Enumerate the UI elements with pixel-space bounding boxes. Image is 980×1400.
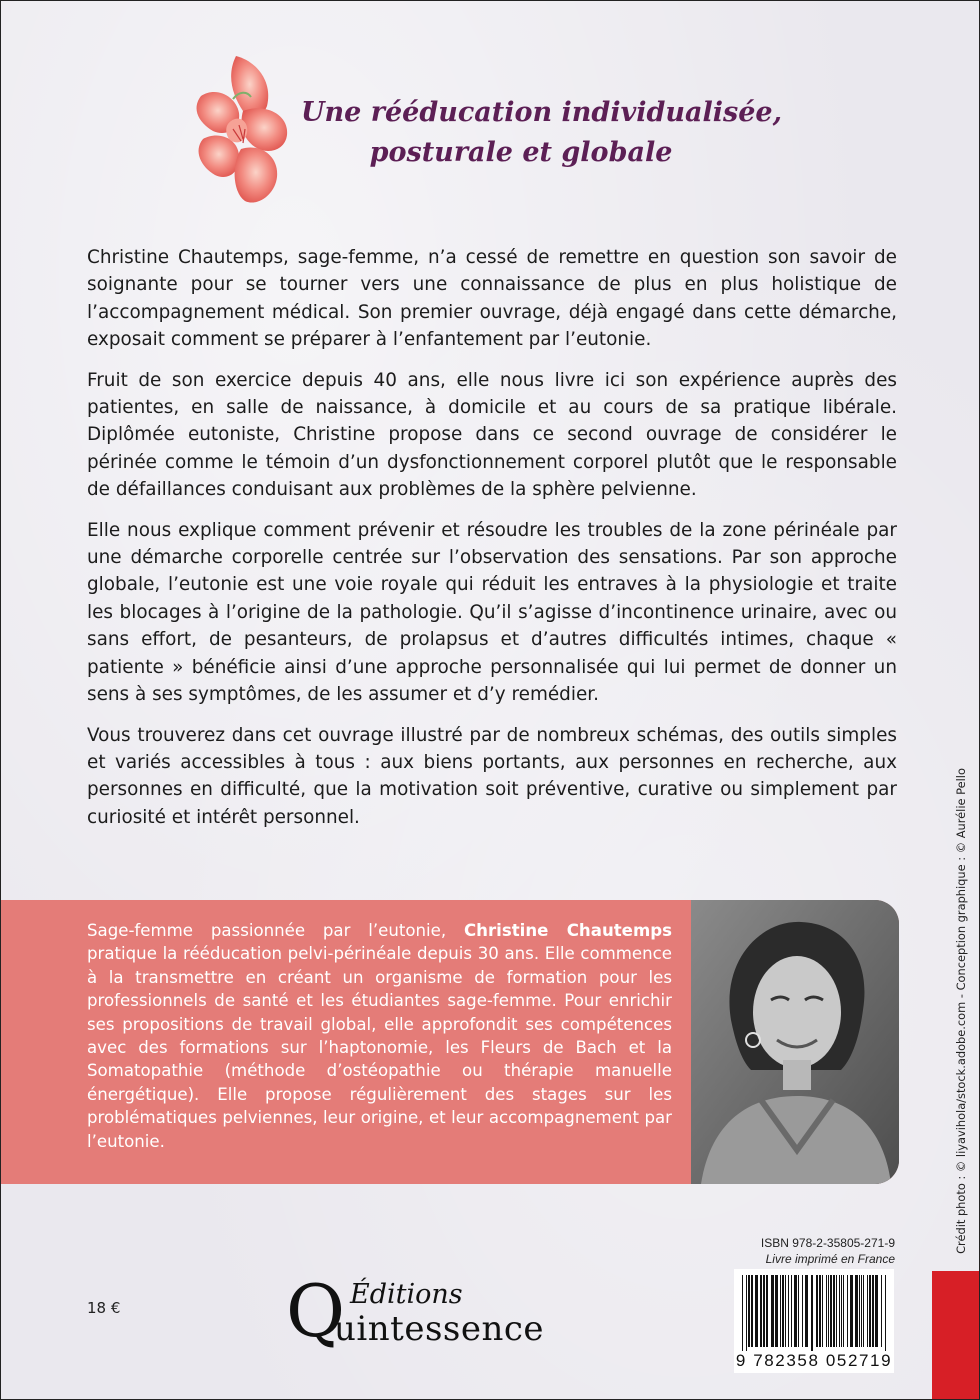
barcode-bar xyxy=(805,1275,808,1347)
barcode-bar xyxy=(847,1275,848,1347)
barcode-bar xyxy=(822,1275,823,1347)
barcode-bar xyxy=(748,1275,750,1347)
publisher-name-line-2: uintessence xyxy=(334,1309,545,1349)
author-portrait xyxy=(691,900,899,1184)
blurb-paragraph: Vous trouverez dans cet ouvrage illustré par de nombreux schémas, des outils simples et variés accessibles à tous : aux biens portants, aux personnes en recherche, aux personnes en difficulté, que la motivation soit préventive, curative ou simplement par curiosité et intérêt personnel. xyxy=(87,724,897,828)
barcode-bar xyxy=(875,1275,878,1347)
barcode-bar xyxy=(885,1275,886,1353)
barcode-bar xyxy=(836,1275,837,1347)
barcode-bar xyxy=(802,1275,803,1347)
barcode-bar xyxy=(816,1275,818,1347)
headline-line-2: posturale et globale xyxy=(369,137,673,168)
blurb-paragraph: Elle nous explique comment prévenir et résoudre les troubles de la zone périnéale par une démarche corporelle centrée sur l’observation des sensations. Par son approche globale, l’eutonie est une voie royale qui réduit les entraves à la physiologie et traite les blocages à l’origine de la pathologie. Qu’il s’agisse d’incontinence urinaire, avec ou sans effort, de pesanteurs, de prolapsus et d’autres difficultés intimes, chaque « patiente » bénéficie ainsi d’une approche personnalisée qui lui permet de donner un sens à ses symptômes, de les assumer et d’y remédier. xyxy=(87,519,897,706)
barcode-bar xyxy=(746,1275,747,1353)
gladiolus-flower-illustration xyxy=(181,51,301,211)
price: 18 € xyxy=(87,1299,121,1317)
barcode-bar xyxy=(794,1275,797,1347)
red-accent-strip xyxy=(932,1271,979,1399)
headline-line-1: Une rééducation individualisée, xyxy=(301,97,782,128)
barcode-bar xyxy=(775,1275,778,1347)
barcode-bar xyxy=(843,1275,844,1347)
barcode-bars xyxy=(734,1269,894,1353)
headline xyxy=(301,93,782,173)
barcode-bar xyxy=(819,1275,821,1347)
barcode-bar xyxy=(766,1275,768,1347)
barcode-bar xyxy=(872,1275,874,1347)
barcode-bar xyxy=(763,1275,765,1347)
barcode-bar xyxy=(863,1275,864,1347)
barcode-bar xyxy=(755,1275,758,1347)
printed-in: Livre imprimé en France xyxy=(765,1252,895,1266)
publisher-logo xyxy=(286,1271,576,1361)
barcode-bar xyxy=(869,1275,871,1347)
barcode-bar xyxy=(867,1275,868,1347)
publisher-name-line-1: Éditions xyxy=(350,1279,463,1310)
barcode-bar xyxy=(833,1275,835,1347)
author-bio-rest: pratique la rééducation pelvi-périnéale depuis 30 ans. Elle commence à la transmettre en créant un organisme de formation pour les professionnels de santé et les étudiantes sage-femme. Pour enrichir ses propositions de travail global, elle approfondit ses compétences avec des formations sur l’haptonomie, les Fleurs de Bach et la Somatopathie (méthode d’ostéopathie ou thérapie manuelle énergétique). Elle propose régulièrement des stages sur les problématiques pelviennes, leur origine, et leur accompagnement par l’eutonie. xyxy=(87,944,672,1151)
barcode-bar xyxy=(859,1275,860,1347)
barcode-bar xyxy=(771,1275,774,1347)
barcode-bar xyxy=(782,1275,784,1347)
barcode-bar xyxy=(841,1275,842,1347)
barcode-bar xyxy=(742,1275,743,1353)
author-bio xyxy=(87,919,672,1153)
barcode-bar xyxy=(788,1275,789,1347)
barcode-bar xyxy=(791,1275,792,1347)
photo-credit xyxy=(951,751,971,1271)
isbn-number: ISBN 978-2-35805-271-9 xyxy=(760,1236,895,1250)
barcode-bar xyxy=(830,1275,832,1347)
barcode-bar xyxy=(798,1275,799,1347)
barcode-bar xyxy=(751,1275,753,1347)
barcode-bar xyxy=(850,1275,853,1347)
barcode-bar xyxy=(839,1275,840,1347)
barcode-digits: 9 782358 052719 xyxy=(735,1351,893,1370)
barcode-bar xyxy=(760,1275,762,1347)
publisher-logo-initial: Q xyxy=(286,1269,346,1353)
blurb-paragraph: Christine Chautemps, sage-femme, n’a cessé de remettre en question son savoir de soignante pour se tourner vers une connaissance de plus en plus holistique de l’accompagnement médical. Son premier ouvrage, déjà engagé dans cette démarche, exposait comment se préparer à l’enfantement par l’eutonie. xyxy=(87,247,897,351)
isbn-block xyxy=(735,1235,895,1267)
barcode-bar xyxy=(826,1275,827,1347)
author-bio-intro: Sage-femme passionnée par l’eutonie, xyxy=(87,921,464,940)
author-name: Christine Chautemps xyxy=(463,921,672,940)
barcode-bar xyxy=(785,1275,786,1347)
barcode-bar xyxy=(881,1275,882,1347)
barcode-bar xyxy=(811,1275,813,1353)
author-photo xyxy=(691,900,899,1184)
barcode-bar xyxy=(828,1275,829,1347)
blurb-paragraph: Fruit de son exercice depuis 40 ans, elle nous livre ici son expérience auprès des patientes, en salle de naissance, à domicile et au cours de sa pratique libérale. Diplômée eutoniste, Christine propose dans ce second ouvrage de considérer le périnée comme le témoin d’un dysfonctionnement corporel plutôt que le responsable de défaillances conduisant aux problèmes de la sphère pelvienne. xyxy=(87,369,897,501)
barcode-bar xyxy=(780,1275,781,1347)
barcode-bar xyxy=(855,1275,858,1347)
barcode-bar xyxy=(861,1275,862,1347)
blurb xyxy=(87,244,897,844)
photo-credit-text: Crédit photo : © liyavihola/stock.adobe.com - Conception graphique : © Aurélie Pello xyxy=(954,768,968,1254)
